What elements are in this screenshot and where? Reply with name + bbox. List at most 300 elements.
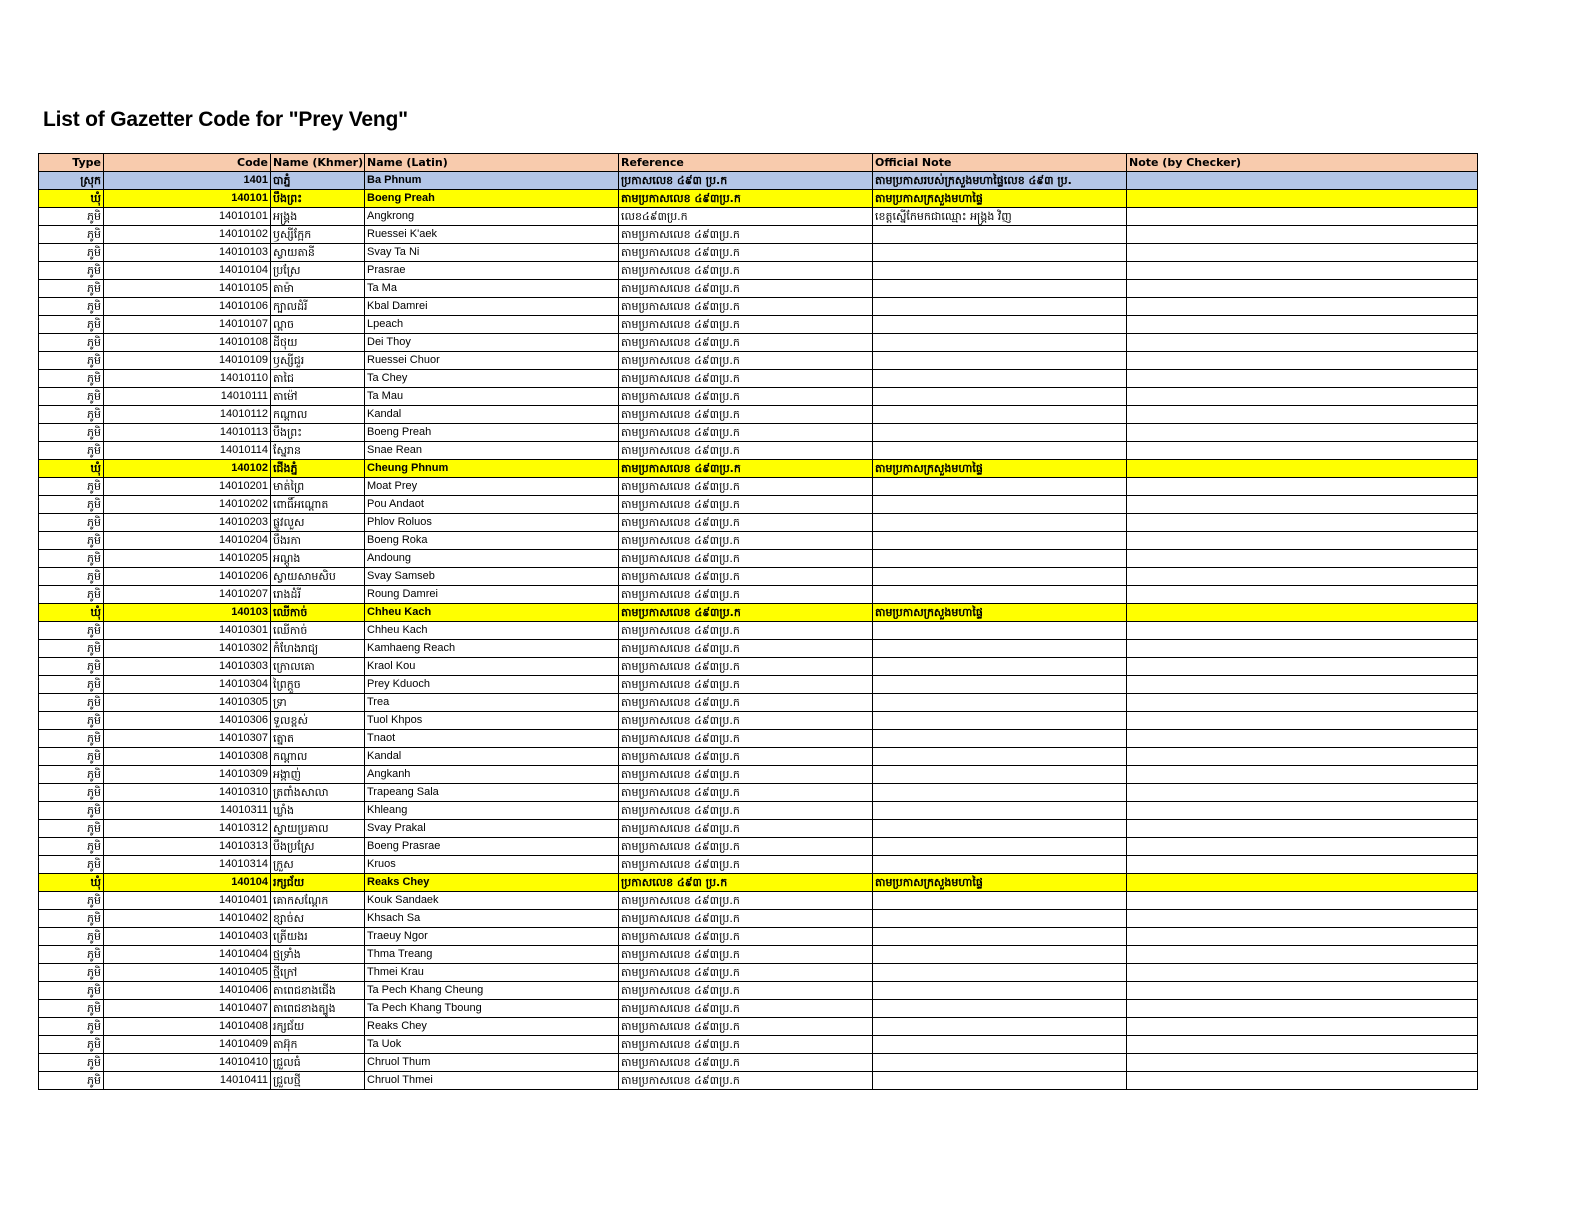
cell-name-latin: Trapeang Sala bbox=[365, 784, 619, 802]
cell-name-khmer: ឫស្សីជួរ bbox=[271, 352, 365, 370]
cell-type: ភូមិ bbox=[39, 802, 104, 820]
table-row bbox=[39, 910, 1478, 928]
cell-code: 14010207 bbox=[104, 586, 271, 604]
cell-type: ឃុំ bbox=[39, 874, 104, 892]
header-row bbox=[39, 154, 1478, 172]
table-row bbox=[39, 460, 1478, 478]
cell-checker-note bbox=[1127, 730, 1478, 748]
cell-type: ភូមិ bbox=[39, 316, 104, 334]
cell-checker-note bbox=[1127, 820, 1478, 838]
cell-official-note bbox=[873, 280, 1127, 298]
col-header-reference: Reference bbox=[619, 154, 873, 172]
table-row bbox=[39, 244, 1478, 262]
cell-code: 14010307 bbox=[104, 730, 271, 748]
cell-name-khmer: រក្សជ័យ bbox=[271, 874, 365, 892]
cell-name-khmer: ស្នែរាន bbox=[271, 442, 365, 460]
cell-name-khmer: ឈើកាច់ bbox=[271, 622, 365, 640]
cell-reference: តាមប្រកាសលេខ ៤៩៣ប្រ.ក bbox=[619, 1018, 873, 1036]
cell-reference: ប្រកាសលេខ ៤៩៣ ប្រ.ក bbox=[619, 874, 873, 892]
table-row bbox=[39, 892, 1478, 910]
cell-type: ភូមិ bbox=[39, 244, 104, 262]
cell-name-latin: Kamhaeng Reach bbox=[365, 640, 619, 658]
table-body bbox=[39, 172, 1478, 1090]
table-row bbox=[39, 1054, 1478, 1072]
cell-checker-note bbox=[1127, 838, 1478, 856]
table-row bbox=[39, 622, 1478, 640]
cell-official-note bbox=[873, 676, 1127, 694]
cell-official-note bbox=[873, 298, 1127, 316]
cell-reference: តាមប្រកាសលេខ ៤៩៣ប្រ.ក bbox=[619, 1036, 873, 1054]
cell-checker-note bbox=[1127, 496, 1478, 514]
cell-code: 14010201 bbox=[104, 478, 271, 496]
cell-name-latin: Chheu Kach bbox=[365, 622, 619, 640]
cell-name-latin: Boeng Preah bbox=[365, 424, 619, 442]
cell-reference: តាមប្រកាសលេខ ៤៩៣ប្រ.ក bbox=[619, 910, 873, 928]
cell-official-note bbox=[873, 910, 1127, 928]
cell-name-khmer: អង្កាញ់ bbox=[271, 766, 365, 784]
cell-code: 14010203 bbox=[104, 514, 271, 532]
table-row bbox=[39, 442, 1478, 460]
cell-checker-note bbox=[1127, 658, 1478, 676]
cell-type: ភូមិ bbox=[39, 946, 104, 964]
cell-checker-note bbox=[1127, 928, 1478, 946]
cell-name-latin: Ta Pech Khang Cheung bbox=[365, 982, 619, 1000]
cell-official-note bbox=[873, 532, 1127, 550]
cell-reference: តាមប្រកាសលេខ ៤៩៣ប្រ.ក bbox=[619, 784, 873, 802]
cell-name-latin: Ta Ma bbox=[365, 280, 619, 298]
cell-checker-note bbox=[1127, 442, 1478, 460]
cell-code: 14010103 bbox=[104, 244, 271, 262]
cell-code: 14010110 bbox=[104, 370, 271, 388]
col-header-code: Code bbox=[104, 154, 271, 172]
cell-official-note bbox=[873, 496, 1127, 514]
cell-name-latin: Kouk Sandaek bbox=[365, 892, 619, 910]
cell-reference: តាមប្រកាសលេខ ៤៩៣ប្រ.ក bbox=[619, 190, 873, 208]
cell-name-latin: Roung Damrei bbox=[365, 586, 619, 604]
cell-checker-note bbox=[1127, 388, 1478, 406]
cell-type: ភូមិ bbox=[39, 424, 104, 442]
cell-type: ភូមិ bbox=[39, 280, 104, 298]
cell-name-khmer: ស្វាយសាមសិប bbox=[271, 568, 365, 586]
cell-reference: តាមប្រកាសលេខ ៤៩៣ប្រ.ក bbox=[619, 244, 873, 262]
table-row bbox=[39, 352, 1478, 370]
col-header-name-khmer: Name (Khmer) bbox=[271, 154, 365, 172]
cell-checker-note bbox=[1127, 694, 1478, 712]
table-row bbox=[39, 946, 1478, 964]
cell-code: 14010304 bbox=[104, 676, 271, 694]
cell-code: 14010404 bbox=[104, 946, 271, 964]
cell-type: ភូមិ bbox=[39, 676, 104, 694]
cell-code: 14010303 bbox=[104, 658, 271, 676]
cell-code: 14010403 bbox=[104, 928, 271, 946]
cell-name-khmer: ឫស្សីក្អែក bbox=[271, 226, 365, 244]
cell-reference: តាមប្រកាសលេខ ៤៩៣ប្រ.ក bbox=[619, 280, 873, 298]
cell-official-note bbox=[873, 1054, 1127, 1072]
cell-name-khmer: ខ្សាច់ស bbox=[271, 910, 365, 928]
cell-official-note: តាមប្រកាសក្រសួងមហាផ្ទៃ bbox=[873, 874, 1127, 892]
cell-reference: តាមប្រកាសលេខ ៤៩៣ប្រ.ក bbox=[619, 1000, 873, 1018]
cell-type: ភូមិ bbox=[39, 820, 104, 838]
cell-reference: តាមប្រកាសលេខ ៤៩៣ប្រ.ក bbox=[619, 604, 873, 622]
cell-official-note bbox=[873, 1036, 1127, 1054]
cell-code: 14010314 bbox=[104, 856, 271, 874]
cell-reference: តាមប្រកាសលេខ ៤៩៣ប្រ.ក bbox=[619, 622, 873, 640]
cell-name-latin: Thma Treang bbox=[365, 946, 619, 964]
cell-code: 14010102 bbox=[104, 226, 271, 244]
cell-name-khmer: ថ្មទ្រាំង bbox=[271, 946, 365, 964]
cell-checker-note bbox=[1127, 874, 1478, 892]
cell-name-khmer: ក្រួស bbox=[271, 856, 365, 874]
cell-official-note bbox=[873, 478, 1127, 496]
cell-reference: តាមប្រកាសលេខ ៤៩៣ប្រ.ក bbox=[619, 892, 873, 910]
cell-code: 14010406 bbox=[104, 982, 271, 1000]
cell-code: 14010313 bbox=[104, 838, 271, 856]
cell-checker-note bbox=[1127, 604, 1478, 622]
cell-official-note bbox=[873, 730, 1127, 748]
cell-type: ភូមិ bbox=[39, 478, 104, 496]
cell-reference: តាមប្រកាសលេខ ៤៩៣ប្រ.ក bbox=[619, 712, 873, 730]
cell-code: 14010401 bbox=[104, 892, 271, 910]
cell-code: 14010205 bbox=[104, 550, 271, 568]
cell-name-latin: Boeng Preah bbox=[365, 190, 619, 208]
cell-name-latin: Ta Pech Khang Tboung bbox=[365, 1000, 619, 1018]
cell-type: ស្រុក bbox=[39, 172, 104, 190]
cell-official-note bbox=[873, 442, 1127, 460]
cell-name-khmer: តាពេជខាងជើង bbox=[271, 982, 365, 1000]
cell-name-latin: Prasrae bbox=[365, 262, 619, 280]
cell-name-khmer: បឹងព្រះ bbox=[271, 424, 365, 442]
cell-checker-note bbox=[1127, 982, 1478, 1000]
cell-type: ភូមិ bbox=[39, 730, 104, 748]
cell-code: 14010104 bbox=[104, 262, 271, 280]
cell-official-note bbox=[873, 802, 1127, 820]
cell-name-latin: Ba Phnum bbox=[365, 172, 619, 190]
cell-checker-note bbox=[1127, 1000, 1478, 1018]
cell-official-note: តាមប្រកាសក្រសួងមហាផ្ទៃ bbox=[873, 604, 1127, 622]
cell-code: 140104 bbox=[104, 874, 271, 892]
table-row bbox=[39, 514, 1478, 532]
cell-name-latin: Ta Mau bbox=[365, 388, 619, 406]
cell-type: ភូមិ bbox=[39, 442, 104, 460]
cell-reference: តាមប្រកាសលេខ ៤៩៣ប្រ.ក bbox=[619, 964, 873, 982]
cell-type: ភូមិ bbox=[39, 892, 104, 910]
table-row bbox=[39, 1072, 1478, 1090]
cell-checker-note bbox=[1127, 1072, 1478, 1090]
cell-reference: តាមប្រកាសលេខ ៤៩៣ប្រ.ក bbox=[619, 370, 873, 388]
cell-reference: តាមប្រកាសលេខ ៤៩៣ប្រ.ក bbox=[619, 532, 873, 550]
cell-code: 14010112 bbox=[104, 406, 271, 424]
cell-name-khmer: តាជៃ bbox=[271, 370, 365, 388]
cell-code: 14010402 bbox=[104, 910, 271, 928]
gazetteer-table bbox=[38, 153, 1478, 1090]
cell-name-khmer: បឹងប្រស្រែ bbox=[271, 838, 365, 856]
cell-official-note bbox=[873, 838, 1127, 856]
cell-checker-note bbox=[1127, 208, 1478, 226]
table-row bbox=[39, 298, 1478, 316]
cell-name-latin: Boeng Prasrae bbox=[365, 838, 619, 856]
cell-reference: តាមប្រកាសលេខ ៤៩៣ប្រ.ក bbox=[619, 946, 873, 964]
cell-type: ភូមិ bbox=[39, 928, 104, 946]
cell-name-khmer: តាម៉ា bbox=[271, 280, 365, 298]
cell-reference: តាមប្រកាសលេខ ៤៩៣ប្រ.ក bbox=[619, 1054, 873, 1072]
table-row bbox=[39, 676, 1478, 694]
table-row bbox=[39, 694, 1478, 712]
cell-name-latin: Svay Prakal bbox=[365, 820, 619, 838]
cell-checker-note bbox=[1127, 910, 1478, 928]
cell-checker-note bbox=[1127, 748, 1478, 766]
cell-code: 14010204 bbox=[104, 532, 271, 550]
table-row bbox=[39, 1018, 1478, 1036]
cell-name-khmer: ថ្មីក្រៅ bbox=[271, 964, 365, 982]
cell-name-khmer: ត្រើយងរ bbox=[271, 928, 365, 946]
cell-type: ភូមិ bbox=[39, 1018, 104, 1036]
cell-reference: តាមប្រកាសលេខ ៤៩៣ប្រ.ក bbox=[619, 640, 873, 658]
cell-name-khmer: ឈើកាច់ bbox=[271, 604, 365, 622]
cell-reference: តាមប្រកាសលេខ ៤៩៣ប្រ.ក bbox=[619, 982, 873, 1000]
cell-name-khmer: កណ្ដាល bbox=[271, 406, 365, 424]
cell-reference: តាមប្រកាសលេខ ៤៩៣ប្រ.ក bbox=[619, 442, 873, 460]
cell-name-khmer: ប្រស្រែ bbox=[271, 262, 365, 280]
cell-code: 14010101 bbox=[104, 208, 271, 226]
cell-official-note bbox=[873, 370, 1127, 388]
cell-checker-note bbox=[1127, 334, 1478, 352]
table-row bbox=[39, 640, 1478, 658]
page-title: List of Gazetter Code for "Prey Veng" bbox=[43, 108, 408, 131]
cell-checker-note bbox=[1127, 892, 1478, 910]
cell-reference: តាមប្រកាសលេខ ៤៩៣ប្រ.ក bbox=[619, 460, 873, 478]
cell-code: 14010407 bbox=[104, 1000, 271, 1018]
cell-checker-note bbox=[1127, 964, 1478, 982]
cell-type: ភូមិ bbox=[39, 370, 104, 388]
cell-type: ភូមិ bbox=[39, 226, 104, 244]
cell-reference: តាមប្រកាសលេខ ៤៩៣ប្រ.ក bbox=[619, 514, 873, 532]
table-row bbox=[39, 586, 1478, 604]
cell-reference: តាមប្រកាសលេខ ៤៩៣ប្រ.ក bbox=[619, 226, 873, 244]
cell-reference: តាមប្រកាសលេខ ៤៩៣ប្រ.ក bbox=[619, 658, 873, 676]
cell-official-note bbox=[873, 748, 1127, 766]
cell-official-note bbox=[873, 550, 1127, 568]
cell-code: 140103 bbox=[104, 604, 271, 622]
cell-name-khmer: ពោធិ៍អណ្ដោត bbox=[271, 496, 365, 514]
cell-type: ភូមិ bbox=[39, 856, 104, 874]
cell-reference: តាមប្រកាសលេខ ៤៩៣ប្រ.ក bbox=[619, 748, 873, 766]
cell-name-latin: Ta Chey bbox=[365, 370, 619, 388]
cell-type: ភូមិ bbox=[39, 1000, 104, 1018]
table-row bbox=[39, 316, 1478, 334]
cell-name-latin: Kandal bbox=[365, 748, 619, 766]
cell-checker-note bbox=[1127, 172, 1478, 190]
table-row bbox=[39, 928, 1478, 946]
cell-type: ភូមិ bbox=[39, 910, 104, 928]
cell-code: 14010111 bbox=[104, 388, 271, 406]
col-header-official-note: Official Note bbox=[873, 154, 1127, 172]
cell-type: ភូមិ bbox=[39, 406, 104, 424]
cell-reference: តាមប្រកាសលេខ ៤៩៣ប្រ.ក bbox=[619, 478, 873, 496]
table-row bbox=[39, 982, 1478, 1000]
cell-name-khmer: ទួលខ្ពស់ bbox=[271, 712, 365, 730]
cell-name-khmer: ត្រពាំងសាលា bbox=[271, 784, 365, 802]
cell-checker-note bbox=[1127, 676, 1478, 694]
cell-official-note bbox=[873, 694, 1127, 712]
cell-official-note bbox=[873, 946, 1127, 964]
cell-code: 14010113 bbox=[104, 424, 271, 442]
cell-reference: តាមប្រកាសលេខ ៤៩៣ប្រ.ក bbox=[619, 262, 873, 280]
cell-name-latin: Boeng Roka bbox=[365, 532, 619, 550]
cell-official-note bbox=[873, 226, 1127, 244]
cell-checker-note bbox=[1127, 622, 1478, 640]
cell-code: 14010206 bbox=[104, 568, 271, 586]
cell-reference: តាមប្រកាសលេខ ៤៩៣ប្រ.ក bbox=[619, 406, 873, 424]
cell-name-latin: Trea bbox=[365, 694, 619, 712]
cell-type: ភូមិ bbox=[39, 532, 104, 550]
cell-code: 14010202 bbox=[104, 496, 271, 514]
cell-reference: តាមប្រកាសលេខ ៤៩៣ប្រ.ក bbox=[619, 856, 873, 874]
cell-checker-note bbox=[1127, 352, 1478, 370]
cell-reference: តាមប្រកាសលេខ ៤៩៣ប្រ.ក bbox=[619, 838, 873, 856]
cell-name-khmer: ព្រៃក្ដួច bbox=[271, 676, 365, 694]
cell-name-khmer: រោងដំរី bbox=[271, 586, 365, 604]
table-row bbox=[39, 226, 1478, 244]
cell-type: ភូមិ bbox=[39, 262, 104, 280]
cell-official-note bbox=[873, 640, 1127, 658]
cell-official-note bbox=[873, 514, 1127, 532]
cell-name-latin: Angkanh bbox=[365, 766, 619, 784]
cell-official-note bbox=[873, 334, 1127, 352]
col-header-type: Type bbox=[39, 154, 104, 172]
cell-name-khmer: បឹងរកា bbox=[271, 532, 365, 550]
cell-name-khmer: តាអ៊ុក bbox=[271, 1036, 365, 1054]
cell-name-latin: Svay Samseb bbox=[365, 568, 619, 586]
cell-type: ភូមិ bbox=[39, 496, 104, 514]
cell-checker-note bbox=[1127, 1036, 1478, 1054]
cell-type: ភូមិ bbox=[39, 514, 104, 532]
cell-checker-note bbox=[1127, 712, 1478, 730]
table-row bbox=[39, 748, 1478, 766]
cell-code: 14010114 bbox=[104, 442, 271, 460]
cell-checker-note bbox=[1127, 262, 1478, 280]
cell-type: ភូមិ bbox=[39, 964, 104, 982]
cell-name-latin: Chruol Thmei bbox=[365, 1072, 619, 1090]
cell-type: ភូមិ bbox=[39, 550, 104, 568]
cell-type: ឃុំ bbox=[39, 190, 104, 208]
cell-name-latin: Reaks Chey bbox=[365, 1018, 619, 1036]
cell-name-latin: Phlov Roluos bbox=[365, 514, 619, 532]
table-row bbox=[39, 334, 1478, 352]
table-row bbox=[39, 496, 1478, 514]
cell-type: ភូមិ bbox=[39, 838, 104, 856]
cell-name-latin: Kandal bbox=[365, 406, 619, 424]
cell-name-latin: Ruessei Chuor bbox=[365, 352, 619, 370]
cell-name-khmer: តាពេជខាងត្បូង bbox=[271, 1000, 365, 1018]
cell-code: 14010311 bbox=[104, 802, 271, 820]
cell-name-latin: Svay Ta Ni bbox=[365, 244, 619, 262]
cell-checker-note bbox=[1127, 280, 1478, 298]
cell-type: ភូមិ bbox=[39, 694, 104, 712]
table-row bbox=[39, 280, 1478, 298]
cell-reference: តាមប្រកាសលេខ ៤៩៣ប្រ.ក bbox=[619, 694, 873, 712]
cell-checker-note bbox=[1127, 190, 1478, 208]
cell-name-khmer: រក្សជ័យ bbox=[271, 1018, 365, 1036]
table-row bbox=[39, 478, 1478, 496]
cell-name-latin: Tuol Khpos bbox=[365, 712, 619, 730]
cell-official-note bbox=[873, 316, 1127, 334]
cell-reference: តាមប្រកាសលេខ ៤៩៣ប្រ.ក bbox=[619, 298, 873, 316]
cell-reference: តាមប្រកាសលេខ ៤៩៣ប្រ.ក bbox=[619, 676, 873, 694]
table-row bbox=[39, 658, 1478, 676]
cell-name-khmer: កណ្ដាល bbox=[271, 748, 365, 766]
cell-code: 14010409 bbox=[104, 1036, 271, 1054]
cell-type: ភូមិ bbox=[39, 748, 104, 766]
cell-type: ភូមិ bbox=[39, 388, 104, 406]
cell-name-latin: Dei Thoy bbox=[365, 334, 619, 352]
cell-name-latin: Ta Uok bbox=[365, 1036, 619, 1054]
cell-type: ភូមិ bbox=[39, 586, 104, 604]
cell-name-latin: Ruessei K'aek bbox=[365, 226, 619, 244]
cell-name-khmer: ឃ្លាំង bbox=[271, 802, 365, 820]
cell-code: 14010306 bbox=[104, 712, 271, 730]
cell-type: ភូមិ bbox=[39, 784, 104, 802]
cell-type: ភូមិ bbox=[39, 1036, 104, 1054]
cell-checker-note bbox=[1127, 298, 1478, 316]
table-row bbox=[39, 172, 1478, 190]
table-row bbox=[39, 784, 1478, 802]
table-row bbox=[39, 838, 1478, 856]
cell-name-latin: Angkrong bbox=[365, 208, 619, 226]
cell-name-latin: Tnaot bbox=[365, 730, 619, 748]
cell-reference: តាមប្រកាសលេខ ៤៩៣ប្រ.ក bbox=[619, 820, 873, 838]
cell-reference: តាមប្រកាសលេខ ៤៩៣ប្រ.ក bbox=[619, 802, 873, 820]
cell-official-note bbox=[873, 352, 1127, 370]
cell-official-note bbox=[873, 586, 1127, 604]
cell-checker-note bbox=[1127, 406, 1478, 424]
cell-checker-note bbox=[1127, 640, 1478, 658]
cell-official-note bbox=[873, 262, 1127, 280]
cell-checker-note bbox=[1127, 586, 1478, 604]
cell-type: ភូមិ bbox=[39, 1054, 104, 1072]
table-row bbox=[39, 568, 1478, 586]
cell-name-khmer: អង្គ្រង bbox=[271, 208, 365, 226]
table-row bbox=[39, 712, 1478, 730]
cell-code: 14010302 bbox=[104, 640, 271, 658]
cell-official-note bbox=[873, 892, 1127, 910]
cell-code: 140101 bbox=[104, 190, 271, 208]
cell-reference: តាមប្រកាសលេខ ៤៩៣ប្រ.ក bbox=[619, 388, 873, 406]
cell-type: ភូមិ bbox=[39, 712, 104, 730]
cell-checker-note bbox=[1127, 316, 1478, 334]
cell-name-latin: Pou Andaot bbox=[365, 496, 619, 514]
cell-type: ភូមិ bbox=[39, 298, 104, 316]
cell-code: 14010310 bbox=[104, 784, 271, 802]
cell-checker-note bbox=[1127, 460, 1478, 478]
cell-type: ភូមិ bbox=[39, 640, 104, 658]
cell-reference: តាមប្រកាសលេខ ៤៩៣ប្រ.ក bbox=[619, 550, 873, 568]
cell-checker-note bbox=[1127, 532, 1478, 550]
cell-official-note bbox=[873, 712, 1127, 730]
cell-type: ភូមិ bbox=[39, 334, 104, 352]
table-row bbox=[39, 820, 1478, 838]
cell-reference: តាមប្រកាសលេខ ៤៩៣ប្រ.ក bbox=[619, 496, 873, 514]
cell-checker-note bbox=[1127, 766, 1478, 784]
table-row bbox=[39, 604, 1478, 622]
cell-name-khmer: បាភ្នំ bbox=[271, 172, 365, 190]
cell-name-latin: Traeuy Ngor bbox=[365, 928, 619, 946]
cell-name-latin: Reaks Chey bbox=[365, 874, 619, 892]
cell-checker-note bbox=[1127, 514, 1478, 532]
cell-official-note: តាមប្រកាសរបស់ក្រសួងមហាផ្ទៃលេខ ៤៩៣ ប្រ. bbox=[873, 172, 1127, 190]
cell-code: 14010107 bbox=[104, 316, 271, 334]
cell-official-note bbox=[873, 568, 1127, 586]
cell-checker-note bbox=[1127, 424, 1478, 442]
